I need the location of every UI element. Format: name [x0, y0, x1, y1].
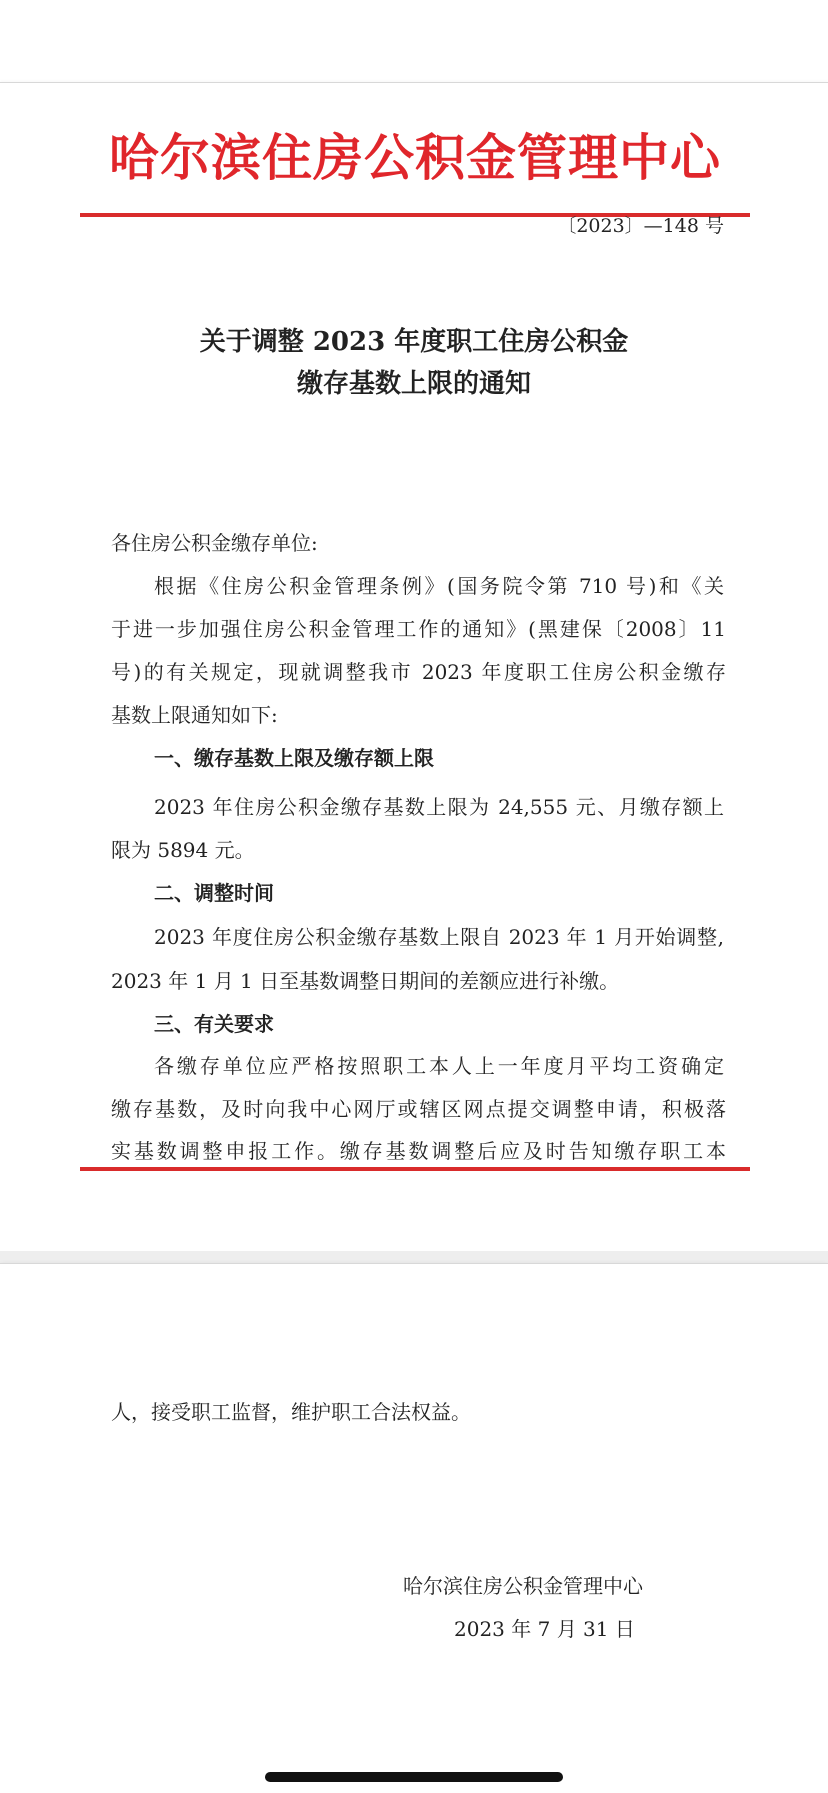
section-2-line: 2023 年 1 月 1 日至基数调整日期间的差额应进行补缴。 [111, 969, 620, 993]
footer-red-rule [80, 1167, 750, 1171]
signature-date: 2023 年 7 月 31 日 [454, 1617, 635, 1641]
section-1-line: 限为 5894 元。 [111, 838, 255, 862]
section-1-line: 2023 年住房公积金缴存基数上限为 24,555 元、月缴存额上 [154, 795, 724, 819]
intro-line: 号)的有关规定，现就调整我市 2023 年度职工住房公积金缴存 [111, 660, 726, 684]
document-page-2 [0, 1263, 828, 1793]
section-3-line: 各缴存单位应严格按照职工本人上一年度月平均工资确定 [154, 1054, 724, 1078]
section-3-line: 实基数调整申报工作。缴存基数调整后应及时告知缴存职工本 [111, 1139, 726, 1163]
document-number: 〔2023〕—148 号 [557, 215, 724, 237]
top-bar [0, 0, 828, 80]
letterhead-title: 哈尔滨住房公积金管理中心 [109, 129, 721, 187]
document-title-line-1: 关于调整 2023 年度职工住房公积金 [199, 327, 629, 357]
section-3-line: 缴存基数，及时向我中心网厅或辖区网点提交调整申请，积极落 [111, 1097, 726, 1121]
home-indicator[interactable] [265, 1772, 563, 1782]
page-separator [0, 1251, 828, 1263]
signature-org: 哈尔滨住房公积金管理中心 [403, 1574, 643, 1598]
intro-line: 根据《住房公积金管理条例》(国务院令第 710 号)和《关 [154, 574, 724, 598]
section-heading-1: 一、缴存基数上限及缴存额上限 [154, 746, 434, 770]
salutation: 各住房公积金缴存单位: [111, 531, 318, 555]
intro-line: 基数上限通知如下: [111, 703, 278, 727]
intro-line: 于进一步加强住房公积金管理工作的通知》(黑建保〔2008〕11 [111, 617, 726, 641]
section-2-line: 2023 年度住房公积金缴存基数上限自 2023 年 1 月开始调整, [154, 925, 724, 949]
section-heading-3: 三、有关要求 [154, 1012, 274, 1036]
document-title-line-2: 缴存基数上限的通知 [296, 369, 531, 399]
section-3-line: 人，接受职工监督，维护职工合法权益。 [111, 1400, 471, 1424]
section-heading-2: 二、调整时间 [154, 881, 274, 905]
